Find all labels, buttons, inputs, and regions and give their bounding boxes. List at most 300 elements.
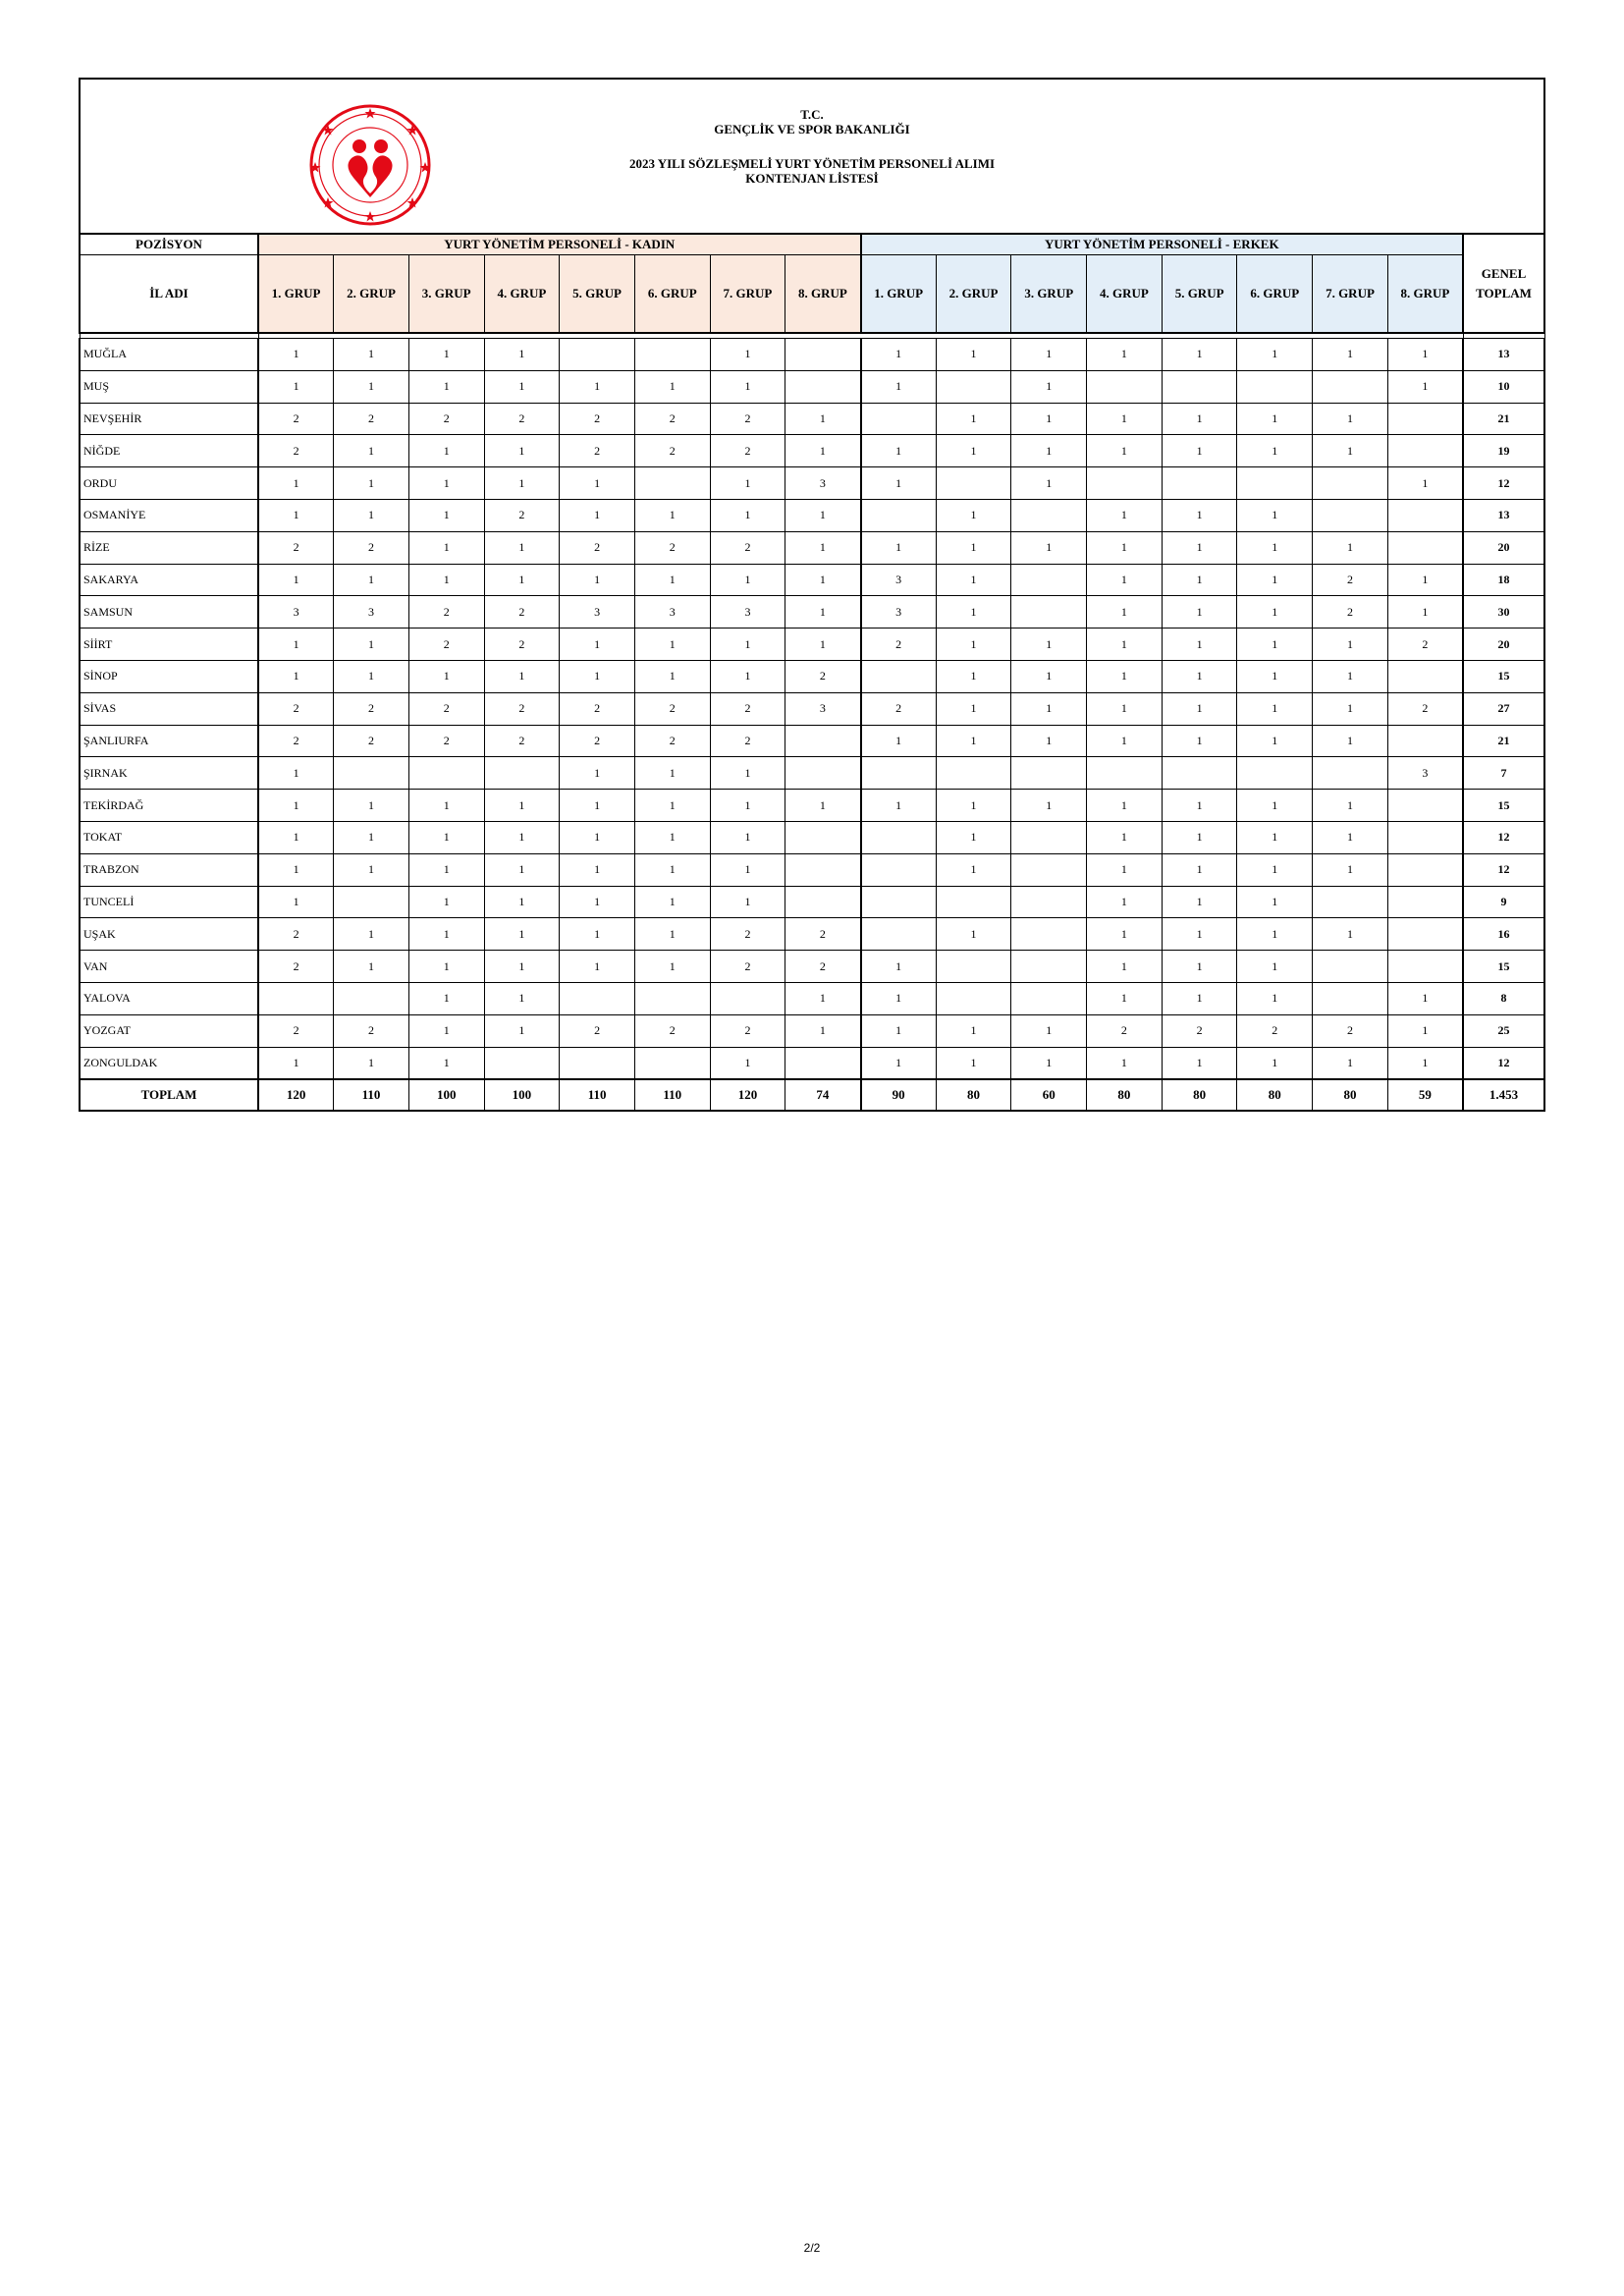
kadin-quota-cell: 1 — [710, 499, 785, 531]
erkek-group-header: 8. GRUP — [1387, 255, 1463, 334]
erkek-quota-cell: 1 — [936, 564, 1011, 596]
kadin-quota-cell: 1 — [484, 1014, 560, 1047]
erkek-total-cell: 80 — [936, 1079, 1011, 1111]
erkek-quota-cell: 1 — [936, 531, 1011, 564]
kadin-quota-cell: 2 — [785, 951, 861, 983]
kadin-quota-cell: 1 — [560, 886, 635, 918]
erkek-quota-cell — [1011, 757, 1087, 790]
row-total-cell: 21 — [1463, 403, 1544, 435]
erkek-quota-cell: 1 — [1237, 725, 1313, 757]
erkek-quota-cell: 1 — [1162, 853, 1237, 886]
kadin-quota-cell: 1 — [484, 982, 560, 1014]
kadin-quota-cell: 1 — [710, 660, 785, 692]
kadin-quota-cell: 1 — [258, 757, 334, 790]
erkek-quota-cell: 1 — [1387, 1047, 1463, 1079]
table-row — [80, 435, 1544, 467]
erkek-quota-cell: 1 — [1237, 596, 1313, 629]
erkek-quota-cell — [1011, 886, 1087, 918]
erkek-quota-cell — [861, 757, 937, 790]
kadin-quota-cell: 1 — [785, 564, 861, 596]
kadin-quota-cell: 1 — [710, 339, 785, 371]
kadin-quota-cell: 2 — [484, 629, 560, 661]
il-name-cell: TUNCELİ — [80, 886, 258, 918]
erkek-quota-cell: 1 — [1087, 918, 1163, 951]
il-name-cell: ORDU — [80, 467, 258, 500]
row-total-cell: 12 — [1463, 821, 1544, 853]
erkek-quota-cell — [861, 918, 937, 951]
erkek-quota-cell: 1 — [1313, 339, 1388, 371]
row-total-cell: 19 — [1463, 435, 1544, 467]
kadin-quota-cell — [334, 886, 409, 918]
erkek-quota-cell: 1 — [1162, 951, 1237, 983]
kadin-quota-cell: 1 — [258, 1047, 334, 1079]
row-total-cell: 18 — [1463, 564, 1544, 596]
kadin-quota-cell: 1 — [484, 435, 560, 467]
kadin-quota-cell: 2 — [258, 951, 334, 983]
il-name-cell: MUĞLA — [80, 339, 258, 371]
kadin-group-header: 3. GRUP — [408, 255, 484, 334]
table-row — [80, 564, 1544, 596]
kadin-quota-cell — [484, 1047, 560, 1079]
kadin-quota-cell: 1 — [634, 790, 710, 822]
kadin-quota-cell: 1 — [785, 790, 861, 822]
kadin-quota-cell: 1 — [484, 951, 560, 983]
kadin-quota-cell — [408, 757, 484, 790]
erkek-quota-cell: 1 — [1313, 435, 1388, 467]
il-name-cell: SİİRT — [80, 629, 258, 661]
kadin-group-header: 1. GRUP — [258, 255, 334, 334]
erkek-quota-cell — [1313, 951, 1388, 983]
kadin-quota-cell: 1 — [334, 790, 409, 822]
kadin-quota-cell: 1 — [560, 370, 635, 403]
kadin-quota-cell: 1 — [710, 629, 785, 661]
kadin-quota-cell: 1 — [408, 660, 484, 692]
erkek-group-header: 5. GRUP — [1162, 255, 1237, 334]
erkek-quota-cell: 1 — [1387, 339, 1463, 371]
erkek-quota-cell: 1 — [1162, 660, 1237, 692]
erkek-quota-cell: 1 — [1011, 339, 1087, 371]
kadin-quota-cell: 2 — [408, 692, 484, 725]
erkek-quota-cell: 1 — [1237, 403, 1313, 435]
row-total-cell: 15 — [1463, 951, 1544, 983]
kadin-quota-cell: 1 — [334, 370, 409, 403]
kadin-quota-cell: 2 — [560, 725, 635, 757]
kadin-quota-cell: 1 — [408, 499, 484, 531]
erkek-quota-cell: 2 — [861, 629, 937, 661]
kadin-quota-cell: 2 — [634, 531, 710, 564]
erkek-quota-cell — [861, 499, 937, 531]
erkek-quota-cell — [1011, 564, 1087, 596]
kadin-quota-cell: 1 — [408, 467, 484, 500]
erkek-quota-cell — [1162, 370, 1237, 403]
title-tc: T.C. — [800, 107, 824, 122]
erkek-quota-cell: 1 — [1387, 596, 1463, 629]
kadin-quota-cell: 2 — [408, 629, 484, 661]
erkek-quota-cell: 1 — [1313, 1047, 1388, 1079]
erkek-quota-cell — [1387, 499, 1463, 531]
kadin-quota-cell: 1 — [634, 757, 710, 790]
erkek-quota-cell: 1 — [1237, 853, 1313, 886]
kadin-quota-cell: 2 — [634, 692, 710, 725]
erkek-quota-cell: 1 — [1313, 692, 1388, 725]
kadin-quota-cell: 1 — [258, 853, 334, 886]
kadin-quota-cell: 1 — [408, 821, 484, 853]
erkek-quota-cell: 1 — [1162, 918, 1237, 951]
erkek-group-header: 4. GRUP — [1087, 255, 1163, 334]
kadin-quota-cell: 2 — [634, 725, 710, 757]
pozisyon-header: POZİSYON — [80, 234, 258, 255]
kadin-quota-cell: 1 — [408, 564, 484, 596]
kadin-quota-cell: 1 — [484, 339, 560, 371]
erkek-quota-cell: 1 — [1162, 790, 1237, 822]
table-row — [80, 757, 1544, 790]
erkek-quota-cell: 3 — [861, 564, 937, 596]
kadin-quota-cell — [634, 982, 710, 1014]
erkek-quota-cell: 1 — [861, 435, 937, 467]
erkek-quota-cell: 1 — [1087, 499, 1163, 531]
kadin-quota-cell — [785, 757, 861, 790]
il-name-cell: ŞIRNAK — [80, 757, 258, 790]
erkek-quota-cell — [861, 660, 937, 692]
erkek-quota-cell: 1 — [1087, 982, 1163, 1014]
kadin-quota-cell: 1 — [258, 660, 334, 692]
erkek-quota-cell: 2 — [1237, 1014, 1313, 1047]
erkek-quota-cell: 1 — [1237, 499, 1313, 531]
kadin-quota-cell: 2 — [560, 531, 635, 564]
erkek-quota-cell: 1 — [1011, 790, 1087, 822]
kadin-quota-cell — [785, 1047, 861, 1079]
kadin-group-header: 6. GRUP — [634, 255, 710, 334]
erkek-group-header: 2. GRUP — [936, 255, 1011, 334]
erkek-quota-cell: 2 — [1313, 1014, 1388, 1047]
erkek-quota-cell: 1 — [1087, 951, 1163, 983]
erkek-quota-cell: 1 — [1011, 531, 1087, 564]
table-row — [80, 725, 1544, 757]
erkek-quota-cell: 1 — [861, 531, 937, 564]
il-name-cell: ŞANLIURFA — [80, 725, 258, 757]
erkek-quota-cell: 1 — [861, 982, 937, 1014]
kadin-quota-cell — [710, 982, 785, 1014]
kadin-quota-cell: 1 — [560, 821, 635, 853]
erkek-quota-cell: 1 — [861, 725, 937, 757]
kadin-quota-cell: 2 — [634, 435, 710, 467]
kadin-quota-cell: 1 — [560, 853, 635, 886]
erkek-quota-cell: 1 — [936, 339, 1011, 371]
kadin-quota-cell: 1 — [408, 339, 484, 371]
il-name-cell: UŞAK — [80, 918, 258, 951]
kadin-quota-cell: 3 — [560, 596, 635, 629]
kadin-quota-cell — [560, 339, 635, 371]
toplam-row — [80, 1079, 1544, 1111]
erkek-header: YURT YÖNETİM PERSONELİ - ERKEK — [861, 234, 1464, 255]
kadin-quota-cell: 1 — [560, 467, 635, 500]
erkek-quota-cell: 1 — [1237, 790, 1313, 822]
table-row — [80, 951, 1544, 983]
kadin-quota-cell: 1 — [710, 886, 785, 918]
kadin-quota-cell: 2 — [484, 596, 560, 629]
kadin-quota-cell: 1 — [334, 499, 409, 531]
kadin-header: YURT YÖNETİM PERSONELİ - KADIN — [258, 234, 861, 255]
kadin-quota-cell: 2 — [258, 725, 334, 757]
kadin-quota-cell: 1 — [710, 564, 785, 596]
erkek-quota-cell: 1 — [936, 499, 1011, 531]
table-row — [80, 853, 1544, 886]
il-name-cell: YOZGAT — [80, 1014, 258, 1047]
kadin-quota-cell: 2 — [334, 403, 409, 435]
kadin-quota-cell: 2 — [484, 403, 560, 435]
kadin-quota-cell: 2 — [710, 403, 785, 435]
kadin-quota-cell: 1 — [484, 886, 560, 918]
erkek-quota-cell — [1087, 757, 1163, 790]
erkek-quota-cell — [1387, 790, 1463, 822]
kadin-quota-cell: 2 — [785, 660, 861, 692]
kadin-quota-cell: 2 — [710, 435, 785, 467]
erkek-quota-cell — [936, 757, 1011, 790]
table-row — [80, 982, 1544, 1014]
kadin-quota-cell: 2 — [560, 403, 635, 435]
il-name-cell: YALOVA — [80, 982, 258, 1014]
erkek-quota-cell: 1 — [1162, 725, 1237, 757]
erkek-quota-cell: 1 — [1162, 629, 1237, 661]
kadin-quota-cell — [634, 339, 710, 371]
erkek-quota-cell — [1387, 435, 1463, 467]
kadin-quota-cell: 1 — [408, 1047, 484, 1079]
kadin-quota-cell: 1 — [710, 370, 785, 403]
kadin-quota-cell: 1 — [634, 660, 710, 692]
kadin-total-cell: 110 — [560, 1079, 635, 1111]
erkek-quota-cell — [861, 853, 937, 886]
kadin-total-cell: 100 — [484, 1079, 560, 1111]
kadin-quota-cell: 1 — [334, 564, 409, 596]
erkek-quota-cell: 1 — [1237, 435, 1313, 467]
erkek-quota-cell — [1387, 918, 1463, 951]
title-list: KONTENJAN LİSTESİ — [745, 171, 879, 186]
kadin-quota-cell: 1 — [484, 660, 560, 692]
erkek-quota-cell: 1 — [861, 790, 937, 822]
genel-label: GENEL — [1481, 265, 1527, 281]
kadin-quota-cell — [785, 339, 861, 371]
erkek-quota-cell: 1 — [1237, 564, 1313, 596]
erkek-quota-cell: 2 — [1087, 1014, 1163, 1047]
kadin-group-header: 8. GRUP — [785, 255, 861, 334]
erkek-quota-cell: 1 — [861, 1047, 937, 1079]
erkek-quota-cell: 1 — [1313, 629, 1388, 661]
erkek-quota-cell — [861, 886, 937, 918]
erkek-quota-cell: 1 — [1087, 725, 1163, 757]
kadin-quota-cell: 1 — [334, 918, 409, 951]
kadin-quota-cell: 1 — [785, 435, 861, 467]
erkek-quota-cell: 1 — [1087, 660, 1163, 692]
kadin-quota-cell: 1 — [484, 918, 560, 951]
toplam-label-cell: TOPLAM — [80, 1079, 258, 1111]
kadin-total-cell: 120 — [258, 1079, 334, 1111]
table-row — [80, 1047, 1544, 1079]
kadin-quota-cell: 1 — [560, 660, 635, 692]
erkek-quota-cell: 1 — [1237, 982, 1313, 1014]
erkek-quota-cell — [936, 370, 1011, 403]
erkek-total-cell: 59 — [1387, 1079, 1463, 1111]
erkek-quota-cell: 1 — [1237, 1047, 1313, 1079]
erkek-quota-cell — [936, 951, 1011, 983]
table-row — [80, 467, 1544, 500]
erkek-quota-cell — [1011, 499, 1087, 531]
erkek-quota-cell: 1 — [1162, 821, 1237, 853]
row-total-cell: 27 — [1463, 692, 1544, 725]
kadin-quota-cell: 1 — [484, 564, 560, 596]
kadin-quota-cell — [785, 821, 861, 853]
kadin-quota-cell: 1 — [785, 629, 861, 661]
il-name-cell: RİZE — [80, 531, 258, 564]
kadin-quota-cell: 1 — [258, 339, 334, 371]
kadin-quota-cell: 1 — [258, 790, 334, 822]
erkek-quota-cell: 1 — [1087, 1047, 1163, 1079]
kadin-quota-cell: 1 — [710, 467, 785, 500]
kadin-quota-cell: 2 — [710, 918, 785, 951]
row-total-cell: 16 — [1463, 918, 1544, 951]
erkek-quota-cell: 1 — [1011, 370, 1087, 403]
kadin-quota-cell — [634, 1047, 710, 1079]
erkek-quota-cell: 1 — [1011, 629, 1087, 661]
erkek-quota-cell: 1 — [1162, 499, 1237, 531]
row-total-cell: 9 — [1463, 886, 1544, 918]
kadin-quota-cell: 1 — [484, 531, 560, 564]
erkek-group-header: 7. GRUP — [1313, 255, 1388, 334]
il-adi-header: İL ADI — [80, 255, 258, 334]
kadin-quota-cell — [785, 725, 861, 757]
kadin-quota-cell: 1 — [408, 531, 484, 564]
table-row — [80, 403, 1544, 435]
erkek-quota-cell: 1 — [1313, 531, 1388, 564]
il-name-cell: MUŞ — [80, 370, 258, 403]
il-name-cell: NEVŞEHİR — [80, 403, 258, 435]
erkek-quota-cell — [1237, 757, 1313, 790]
kadin-total-cell: 110 — [334, 1079, 409, 1111]
kadin-group-header: 4. GRUP — [484, 255, 560, 334]
erkek-quota-cell — [1011, 951, 1087, 983]
erkek-quota-cell — [1387, 951, 1463, 983]
kadin-quota-cell: 1 — [785, 499, 861, 531]
erkek-quota-cell: 1 — [1313, 403, 1388, 435]
il-name-cell: SİNOP — [80, 660, 258, 692]
kadin-quota-cell: 1 — [408, 370, 484, 403]
erkek-group-header: 3. GRUP — [1011, 255, 1087, 334]
erkek-quota-cell: 1 — [936, 1047, 1011, 1079]
table-row — [80, 660, 1544, 692]
kadin-quota-cell: 1 — [408, 853, 484, 886]
kadin-quota-cell: 1 — [258, 886, 334, 918]
table-row — [80, 596, 1544, 629]
kadin-quota-cell: 1 — [710, 757, 785, 790]
table-row — [80, 918, 1544, 951]
kadin-quota-cell — [560, 982, 635, 1014]
document-titles — [81, 107, 1543, 186]
erkek-total-cell: 80 — [1087, 1079, 1163, 1111]
kadin-quota-cell: 1 — [634, 918, 710, 951]
table-row — [80, 531, 1544, 564]
erkek-quota-cell — [861, 821, 937, 853]
row-total-cell: 12 — [1463, 853, 1544, 886]
erkek-quota-cell — [1387, 531, 1463, 564]
erkek-quota-cell: 1 — [1387, 467, 1463, 500]
erkek-quota-cell: 1 — [1087, 853, 1163, 886]
row-total-cell: 21 — [1463, 725, 1544, 757]
kadin-quota-cell: 1 — [334, 951, 409, 983]
kadin-quota-cell: 2 — [785, 918, 861, 951]
kadin-quota-cell: 1 — [785, 982, 861, 1014]
erkek-total-cell: 60 — [1011, 1079, 1087, 1111]
erkek-quota-cell: 1 — [1237, 692, 1313, 725]
erkek-quota-cell — [1011, 821, 1087, 853]
erkek-quota-cell: 1 — [1011, 435, 1087, 467]
erkek-quota-cell — [936, 982, 1011, 1014]
kadin-quota-cell: 1 — [408, 886, 484, 918]
kadin-quota-cell — [785, 853, 861, 886]
grand-total-cell: 1.453 — [1463, 1079, 1544, 1111]
erkek-quota-cell: 1 — [1237, 339, 1313, 371]
kadin-quota-cell: 2 — [710, 531, 785, 564]
kadin-quota-cell — [258, 982, 334, 1014]
erkek-quota-cell — [1011, 596, 1087, 629]
kadin-quota-cell: 2 — [484, 692, 560, 725]
kadin-quota-cell: 2 — [484, 499, 560, 531]
erkek-quota-cell — [1011, 918, 1087, 951]
kadin-quota-cell: 1 — [258, 499, 334, 531]
kadin-quota-cell: 1 — [634, 629, 710, 661]
kadin-quota-cell: 2 — [258, 531, 334, 564]
kadin-quota-cell: 2 — [634, 403, 710, 435]
erkek-quota-cell: 2 — [1387, 629, 1463, 661]
page-number: 2/2 — [803, 2241, 821, 2255]
erkek-quota-cell — [1313, 370, 1388, 403]
erkek-quota-cell — [1387, 821, 1463, 853]
kadin-quota-cell — [560, 1047, 635, 1079]
kadin-quota-cell: 1 — [560, 918, 635, 951]
kadin-quota-cell: 1 — [785, 531, 861, 564]
title-ministry: GENÇLİK VE SPOR BAKANLIĞI — [714, 122, 910, 137]
row-total-cell: 13 — [1463, 339, 1544, 371]
erkek-quota-cell: 1 — [936, 853, 1011, 886]
kadin-quota-cell: 1 — [408, 951, 484, 983]
kadin-quota-cell: 1 — [634, 370, 710, 403]
erkek-total-cell: 80 — [1237, 1079, 1313, 1111]
kadin-quota-cell: 1 — [785, 403, 861, 435]
erkek-quota-cell: 1 — [1162, 692, 1237, 725]
kadin-quota-cell: 1 — [560, 951, 635, 983]
kadin-quota-cell: 2 — [560, 692, 635, 725]
erkek-quota-cell — [1313, 886, 1388, 918]
row-total-cell: 15 — [1463, 660, 1544, 692]
erkek-quota-cell — [1387, 886, 1463, 918]
kadin-quota-cell: 3 — [258, 596, 334, 629]
kadin-quota-cell — [634, 467, 710, 500]
erkek-quota-cell: 1 — [1011, 725, 1087, 757]
kadin-quota-cell: 1 — [334, 629, 409, 661]
erkek-quota-cell: 1 — [1162, 564, 1237, 596]
kadin-quota-cell: 1 — [258, 467, 334, 500]
kadin-quota-cell: 3 — [334, 596, 409, 629]
erkek-quota-cell: 1 — [1387, 1014, 1463, 1047]
kadin-quota-cell: 1 — [334, 660, 409, 692]
erkek-quota-cell: 1 — [936, 403, 1011, 435]
erkek-quota-cell: 1 — [936, 821, 1011, 853]
erkek-quota-cell: 1 — [1237, 886, 1313, 918]
kadin-quota-cell: 1 — [334, 435, 409, 467]
kadin-quota-cell: 1 — [560, 790, 635, 822]
kadin-quota-cell: 1 — [484, 821, 560, 853]
erkek-quota-cell: 1 — [936, 918, 1011, 951]
erkek-quota-cell: 1 — [1087, 629, 1163, 661]
erkek-group-header: 6. GRUP — [1237, 255, 1313, 334]
